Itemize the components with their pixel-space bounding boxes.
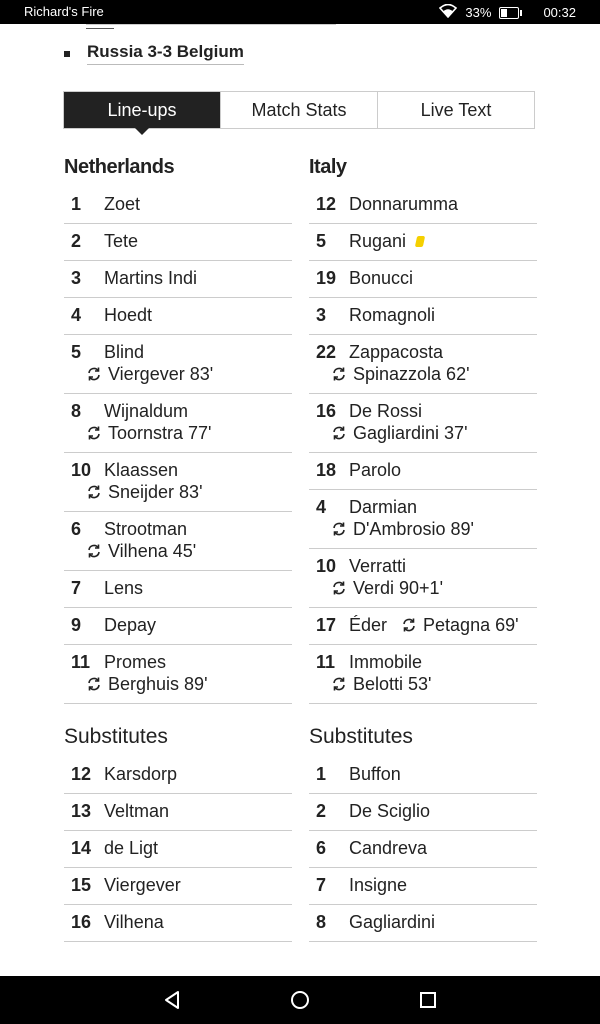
player-main (309, 459, 537, 481)
substitute-name: Petagna 69' (423, 615, 519, 635)
shirt-number: 2 (316, 801, 327, 821)
player-row (309, 490, 537, 549)
substitution-inline (401, 614, 519, 636)
recents-icon[interactable] (416, 988, 440, 1012)
player-row (64, 868, 292, 905)
substitute-name: Viergever 83' (108, 364, 214, 384)
player-row (64, 298, 292, 335)
player-name: Viergever (104, 875, 181, 895)
status-bar (0, 0, 600, 24)
shirt-number: 13 (71, 801, 92, 821)
related-match-item (64, 42, 244, 65)
player-main (309, 911, 537, 933)
player-name: Strootman (104, 519, 188, 539)
substitution-icon (86, 676, 102, 692)
shirt-number: 11 (71, 652, 91, 672)
team-name: Netherlands (64, 156, 175, 178)
player-row (309, 794, 537, 831)
player-main (64, 267, 292, 289)
player-row (309, 335, 537, 394)
player-name: Gagliardini (349, 912, 436, 932)
app-name: Richard's Fire (24, 4, 104, 19)
player-name: de Ligt (104, 838, 159, 858)
player-main (309, 651, 537, 673)
player-row (64, 794, 292, 831)
player-main (309, 341, 537, 363)
substitute-name: Gagliardini 37' (353, 423, 468, 443)
player-row (64, 757, 292, 794)
player-row (309, 868, 537, 905)
player-row (64, 645, 292, 704)
shirt-number: 2 (71, 231, 82, 251)
player-row (309, 261, 537, 298)
shirt-number: 4 (71, 305, 82, 325)
substitute-name: Toornstra 77' (108, 423, 212, 443)
player-main (64, 911, 292, 933)
player-main (64, 230, 292, 252)
player-name: Candreva (349, 838, 428, 858)
bullet-icon (64, 51, 70, 57)
player-main (64, 763, 292, 785)
back-icon[interactable] (160, 988, 184, 1012)
shirt-number: 16 (71, 912, 92, 932)
player-name: Veltman (104, 801, 170, 821)
player-name: Tete (104, 231, 139, 251)
substitution-icon (331, 676, 347, 692)
player-main (309, 193, 537, 215)
substitute-name: Belotti 53' (353, 674, 432, 694)
shirt-number: 15 (71, 875, 92, 895)
player-main (309, 267, 537, 289)
substitution-icon (86, 543, 102, 559)
player-name: Bonucci (349, 268, 414, 288)
divider (86, 24, 336, 25)
battery-percent: 33% (465, 5, 492, 20)
player-row (309, 549, 537, 608)
substitute-name: D'Ambrosio 89' (353, 519, 474, 539)
player-main (309, 555, 537, 577)
player-name: Donnarumma (349, 194, 459, 214)
tab-line-ups[interactable]: Line-ups (64, 92, 220, 128)
home-icon[interactable] (288, 988, 312, 1012)
player-row (64, 905, 292, 942)
player-name: Darmian (349, 497, 418, 517)
player-main (64, 459, 292, 481)
player-row (309, 224, 537, 261)
shirt-number: 12 (316, 194, 337, 214)
player-name: Insigne (349, 875, 408, 895)
substitution-icon (86, 366, 102, 382)
player-row (64, 571, 292, 608)
player-row (64, 453, 292, 512)
battery-icon (499, 7, 519, 19)
home-team-lineup (64, 152, 292, 942)
substitution-icon (86, 425, 102, 441)
shirt-number: 6 (71, 519, 82, 539)
player-name: Immobile (349, 652, 423, 672)
tab-bar (63, 91, 535, 129)
shirt-number: 12 (71, 764, 92, 784)
player-name: Verratti (349, 556, 407, 576)
substitution (64, 673, 292, 695)
player-main (64, 193, 292, 215)
related-match-link[interactable]: Russia 3-3 Belgium (87, 42, 244, 65)
player-main (64, 874, 292, 896)
player-name: Buffon (349, 764, 401, 784)
substitution (64, 422, 292, 444)
player-row (309, 757, 537, 794)
player-row (64, 224, 292, 261)
player-row (309, 608, 537, 645)
substitution (309, 363, 537, 385)
player-main (64, 400, 292, 422)
shirt-number: 6 (316, 838, 327, 858)
player-main (309, 496, 537, 518)
substitutes-list (309, 757, 537, 942)
player-main (309, 400, 537, 422)
player-row (309, 645, 537, 704)
shirt-number: 7 (71, 578, 82, 598)
substitution-icon (86, 484, 102, 500)
player-main (309, 800, 537, 822)
substitution (309, 577, 537, 599)
player-row (64, 261, 292, 298)
player-name: Hoedt (104, 305, 153, 325)
starters-list (64, 187, 292, 704)
tab-live-text[interactable]: Live Text (377, 92, 534, 128)
substitution (64, 540, 292, 562)
shirt-number: 5 (71, 342, 82, 362)
player-row (309, 394, 537, 453)
player-name: Zappacosta (349, 342, 444, 362)
player-main (309, 230, 537, 252)
player-name: Depay (104, 615, 157, 635)
match-content (0, 24, 600, 976)
player-main (64, 304, 292, 326)
yellow-card-icon (415, 236, 425, 247)
player-name: Éder (349, 615, 388, 635)
substitute-name: Vilhena 45' (108, 541, 197, 561)
player-name: Lens (104, 578, 144, 598)
player-main (64, 651, 292, 673)
navigation-bar (0, 976, 600, 1024)
substitution (309, 422, 537, 444)
player-main (64, 341, 292, 363)
substitution-icon (401, 617, 417, 633)
player-row (309, 831, 537, 868)
player-name: De Sciglio (349, 801, 431, 821)
away-team-lineup (309, 152, 537, 942)
shirt-number: 8 (71, 401, 82, 421)
substitution (64, 363, 292, 385)
shirt-number: 4 (316, 497, 327, 517)
player-main (309, 837, 537, 859)
player-main (64, 518, 292, 540)
player-row (309, 453, 537, 490)
player-name: Rugani (349, 231, 407, 251)
shirt-number: 14 (71, 838, 92, 858)
player-row (64, 335, 292, 394)
player-name: Romagnoli (349, 305, 436, 325)
player-row (64, 608, 292, 645)
shirt-number: 1 (71, 194, 82, 214)
player-row (64, 187, 292, 224)
player-row (309, 298, 537, 335)
player-row (64, 394, 292, 453)
player-name: Martins Indi (104, 268, 198, 288)
player-row (309, 905, 537, 942)
player-name: De Rossi (349, 401, 423, 421)
substitution-icon (331, 425, 347, 441)
shirt-number: 8 (316, 912, 327, 932)
shirt-number: 10 (71, 460, 92, 480)
substitute-name: Sneijder 83' (108, 482, 203, 502)
player-main (64, 800, 292, 822)
player-name: Zoet (104, 194, 141, 214)
shirt-number: 17 (316, 615, 337, 635)
player-main (309, 614, 537, 636)
shirt-number: 3 (316, 305, 327, 325)
player-row (64, 512, 292, 571)
player-name: Parolo (349, 460, 402, 480)
shirt-number: 16 (316, 401, 337, 421)
substitute-name: Spinazzola 62' (353, 364, 470, 384)
substitution (309, 518, 537, 540)
team-name: Italy (309, 156, 347, 178)
clock: 00:32 (543, 5, 576, 20)
shirt-number: 7 (316, 875, 327, 895)
player-name: Karsdorp (104, 764, 178, 784)
substitution-icon (331, 521, 347, 537)
substitutes-list (64, 757, 292, 942)
shirt-number: 9 (71, 615, 82, 635)
shirt-number: 5 (316, 231, 327, 251)
player-name: Blind (104, 342, 145, 362)
player-name: Wijnaldum (104, 401, 189, 421)
player-row (64, 831, 292, 868)
substitutes-heading: Substitutes (64, 725, 168, 748)
shirt-number: 18 (316, 460, 337, 480)
substitution-icon (331, 366, 347, 382)
player-name: Vilhena (104, 912, 164, 932)
shirt-number: 1 (316, 764, 327, 784)
player-main (309, 874, 537, 896)
substitution-icon (331, 580, 347, 596)
shirt-number: 19 (316, 268, 337, 288)
tab-match-stats[interactable]: Match Stats (220, 92, 377, 128)
player-main (64, 577, 292, 599)
wifi-icon (439, 4, 457, 21)
starters-list (309, 187, 537, 704)
substitution (64, 481, 292, 503)
substitution (309, 673, 537, 695)
shirt-number: 11 (316, 652, 336, 672)
player-main (64, 614, 292, 636)
shirt-number: 22 (316, 342, 337, 362)
player-main (64, 837, 292, 859)
substitute-name: Berghuis 89' (108, 674, 208, 694)
substitutes-heading: Substitutes (309, 725, 413, 748)
player-name: Klaassen (104, 460, 179, 480)
shirt-number: 10 (316, 556, 337, 576)
player-row (309, 187, 537, 224)
player-main (309, 763, 537, 785)
player-main (309, 304, 537, 326)
player-name: Promes (104, 652, 167, 672)
substitute-name: Verdi 90+1' (353, 578, 444, 598)
shirt-number: 3 (71, 268, 82, 288)
